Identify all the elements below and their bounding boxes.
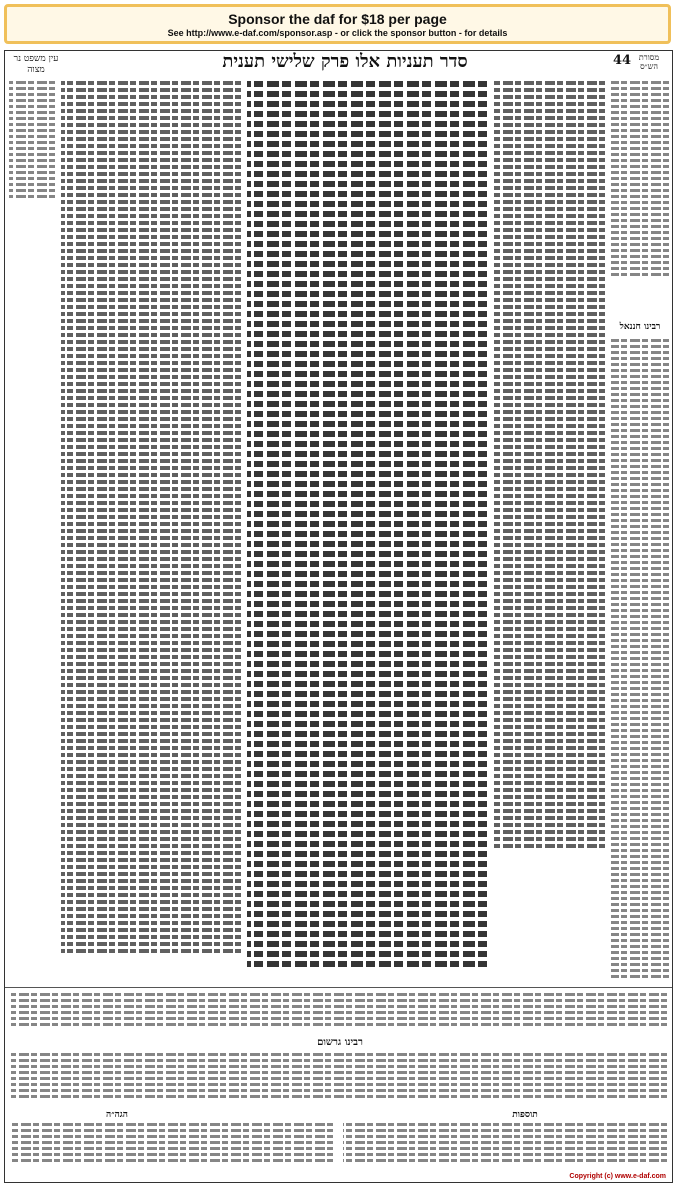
masoret-label: מסורת הש״ס [638,53,660,71]
lower-commentary-band [11,993,667,1033]
masoret-hashas-column [9,81,55,841]
tosafot-label: תוספות [485,1109,565,1120]
rabbenu-gershom-label: רבינו גרשום [285,1037,395,1048]
sponsor-title[interactable]: Sponsor the daf for $18 per page [228,11,447,27]
copyright-link[interactable]: Copyright (c) www.e-daf.com [569,1173,666,1180]
page-number: 44 [613,53,632,68]
rashi-column [493,81,605,971]
page-header [5,51,674,73]
hagahot-column [11,1123,333,1171]
rabbenu-chananel-label: רבינו חננאל [611,321,669,332]
toldot-column [343,1123,667,1171]
rabbenu-gershom-column [11,1053,667,1105]
rabbenu-chananel-column [611,339,669,979]
sponsor-banner[interactable] [4,4,671,44]
tosafot-column [61,81,241,981]
hagahot-label: הגה״ה [77,1109,157,1120]
ein-mishpat-column [611,81,669,316]
ein-mishpat-label: עין משפט נר מצוה [13,54,59,75]
page-heading: סדר תעניות אלו פרק שלישי תענית [222,51,468,72]
sponsor-subtitle: See http://www.e-daf.com/sponsor.asp - or click the sponsor button - for details [167,28,508,38]
gemara-column [247,81,487,971]
talmud-page [4,50,673,1183]
bottom-divider [5,987,672,988]
